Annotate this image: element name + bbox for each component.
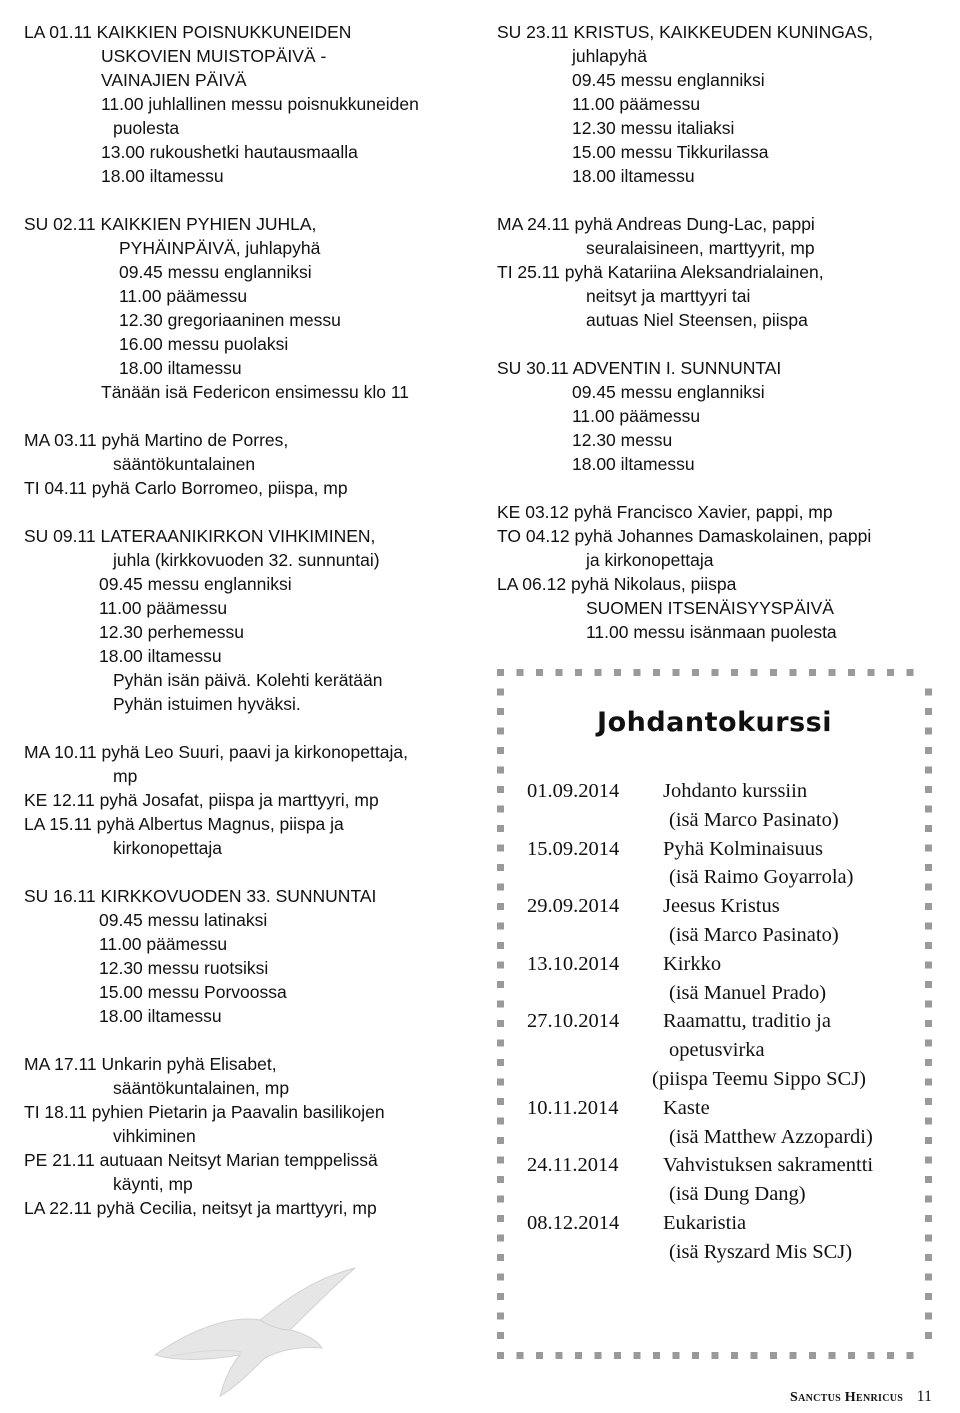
- line: TI 18.11 pyhien Pietarin ja Paavalin basilikojen: [24, 1102, 385, 1122]
- border-dot: [497, 884, 504, 891]
- border-dot: [497, 1313, 504, 1320]
- border-dot: [907, 1352, 914, 1359]
- course-presenter: (isä Manuel Prado): [669, 981, 827, 1004]
- border-dot: [497, 669, 504, 676]
- border-dot: [497, 1176, 504, 1183]
- border-dot: [925, 767, 932, 774]
- border-dot: [517, 669, 524, 676]
- border-dot: [925, 884, 932, 891]
- border-dot: [925, 825, 932, 832]
- line: juhla (kirkkovuoden 32. sunnuntai): [113, 550, 380, 570]
- line: 12.30 gregoriaaninen messu: [119, 310, 341, 330]
- line: 09.45 messu latinaksi: [99, 910, 268, 930]
- course-presenter: (isä Marco Pasinato): [669, 808, 839, 831]
- border-dot: [497, 1137, 504, 1144]
- border-dot: [497, 767, 504, 774]
- line: 18.00 iltamessu: [572, 166, 695, 186]
- border-dot: [925, 747, 932, 754]
- border-dot: [497, 1020, 504, 1027]
- line: 18.00 iltamessu: [101, 166, 224, 186]
- border-dot: [731, 1352, 738, 1359]
- border-dot: [925, 1254, 932, 1261]
- course-topic: Eukaristia: [663, 1211, 747, 1234]
- border-dot: [497, 806, 504, 813]
- line: 12.30 messu: [572, 430, 673, 450]
- border-dot: [497, 864, 504, 871]
- course-date: 13.10.2014: [527, 952, 620, 975]
- border-dot: [925, 1215, 932, 1222]
- border-dot: [712, 1352, 719, 1359]
- border-dot: [673, 669, 680, 676]
- border-dot: [575, 1352, 582, 1359]
- course-presenter: (isä Dung Dang): [669, 1183, 806, 1206]
- course-box: [497, 669, 932, 1359]
- border-dot: [925, 923, 932, 930]
- publication-name: Sanctus Henricus: [790, 1390, 904, 1405]
- border-dot: [925, 1001, 932, 1008]
- border-dot: [634, 669, 641, 676]
- course-entry: [527, 950, 922, 979]
- line: 11.00 päämessu: [99, 598, 228, 618]
- line: MA 17.11 Unkarin pyhä Elisabet,: [24, 1054, 277, 1074]
- border-dot: [497, 1059, 504, 1066]
- border-dot: [497, 1001, 504, 1008]
- line: 18.00 iltamessu: [99, 1006, 222, 1026]
- line: MA 10.11 pyhä Leo Suuri, paavi ja kirkonopettaja,: [24, 742, 408, 762]
- border-dot: [925, 1293, 932, 1300]
- line: vihkiminen: [113, 1126, 196, 1146]
- border-dot: [497, 923, 504, 930]
- border-dot: [497, 786, 504, 793]
- border-dot: [497, 962, 504, 969]
- dove-icon: [150, 1260, 360, 1400]
- border-dot: [925, 1332, 932, 1339]
- border-dot: [925, 1235, 932, 1242]
- border-dot: [731, 669, 738, 676]
- line: 11.00 päämessu: [572, 94, 701, 114]
- line: 11.00 päämessu: [119, 286, 248, 306]
- line: MA 24.11 pyhä Andreas Dung-Lac, pappi: [497, 214, 815, 234]
- border-dot: [925, 962, 932, 969]
- border-dot: [925, 1274, 932, 1281]
- border-dot: [595, 1352, 602, 1359]
- border-dot: [673, 1352, 680, 1359]
- border-dot: [848, 669, 855, 676]
- line: 11.00 juhlallinen messu poisnukkuneiden: [101, 94, 419, 114]
- border-dot: [925, 1313, 932, 1320]
- line: LA 06.12 pyhä Nikolaus, piispa: [497, 574, 737, 594]
- course-date: 08.12.2014: [527, 1211, 620, 1234]
- border-dot: [575, 669, 582, 676]
- course-presenter: (isä Matthew Azzopardi): [669, 1125, 873, 1148]
- border-dot: [770, 1352, 777, 1359]
- border-dot: [497, 825, 504, 832]
- border-dot: [925, 1059, 932, 1066]
- line: 09.45 messu englanniksi: [119, 262, 312, 282]
- course-presenter: (isä Raimo Goyarrola): [669, 866, 854, 889]
- line: LA 22.11 pyhä Cecilia, neitsyt ja marttyyri, mp: [24, 1198, 377, 1218]
- border-dot: [925, 689, 932, 696]
- border-dot: [829, 669, 836, 676]
- line: seuralaisineen, marttyyrit, mp: [586, 238, 815, 258]
- course-title: Johdantokurssi: [597, 707, 832, 738]
- border-dot: [925, 1098, 932, 1105]
- line: VAINAJIEN PÄIVÄ: [101, 70, 247, 90]
- border-dot: [925, 786, 932, 793]
- border-dot: [497, 903, 504, 910]
- course-topic: Kirkko: [663, 952, 722, 975]
- course-entry: [527, 1151, 922, 1180]
- line: mp: [113, 766, 138, 786]
- line: 11.00 messu isänmaan puolesta: [586, 622, 837, 642]
- border-dot: [595, 669, 602, 676]
- line: kirkonopettaja: [113, 838, 222, 858]
- border-dot: [536, 669, 543, 676]
- border-dot: [556, 669, 563, 676]
- course-entry: [527, 835, 922, 864]
- line: SU 23.11 KRISTUS, KAIKKEUDEN KUNINGAS,: [497, 22, 874, 42]
- border-dot: [925, 1196, 932, 1203]
- line: SU 30.11 ADVENTIN I. SUNNUNTAI: [497, 358, 782, 378]
- border-dot: [907, 669, 914, 676]
- border-dot: [497, 1274, 504, 1281]
- border-dot: [925, 903, 932, 910]
- border-dot: [790, 669, 797, 676]
- border-dot: [497, 1196, 504, 1203]
- page-number: 11: [916, 1388, 933, 1405]
- course-entry: [527, 777, 922, 806]
- line: TI 25.11 pyhä Katariina Aleksandrialainen,: [497, 262, 824, 282]
- border-dot: [925, 1118, 932, 1125]
- border-dot: [848, 1352, 855, 1359]
- course-topic: Vahvistuksen sakramentti: [663, 1154, 874, 1177]
- border-dot: [497, 1215, 504, 1222]
- line: SU 16.11 KIRKKOVUODEN 33. SUNNUNTAI: [24, 886, 377, 906]
- border-dot: [925, 806, 932, 813]
- border-dot: [751, 669, 758, 676]
- course-topic: Johdanto kurssiin: [663, 780, 808, 802]
- course-topic: Jeesus Kristus: [663, 895, 780, 918]
- border-dot: [692, 1352, 699, 1359]
- line: käynti, mp: [113, 1174, 193, 1194]
- border-dot: [497, 1040, 504, 1047]
- border-dot: [809, 1352, 816, 1359]
- border-dot: [497, 1293, 504, 1300]
- line: Pyhän istuimen hyväksi.: [113, 694, 301, 714]
- line: sääntökuntalainen, mp: [113, 1078, 290, 1098]
- line: 09.45 messu englanniksi: [572, 70, 765, 90]
- line: 16.00 messu puolaksi: [119, 334, 289, 354]
- course-topic-cont: opetusvirka: [669, 1039, 765, 1062]
- border-dot: [925, 1137, 932, 1144]
- border-dot: [497, 1118, 504, 1125]
- border-dot: [497, 845, 504, 852]
- border-dot: [887, 1352, 894, 1359]
- border-dot: [497, 1098, 504, 1105]
- course-date: 29.09.2014: [527, 895, 620, 918]
- line: SU 02.11 KAIKKIEN PYHIEN JUHLA,: [24, 214, 317, 234]
- border-dot: [634, 1352, 641, 1359]
- border-dot: [653, 1352, 660, 1359]
- course-entry: [527, 1094, 922, 1123]
- border-dot: [809, 669, 816, 676]
- line: 09.45 messu englanniksi: [99, 574, 292, 594]
- border-dot: [925, 1040, 932, 1047]
- line: KE 03.12 pyhä Francisco Xavier, pappi, mp: [497, 502, 833, 522]
- right-column: [497, 20, 942, 644]
- line: PYHÄINPÄIVÄ, juhlapyhä: [119, 238, 321, 258]
- border-dot: [868, 669, 875, 676]
- course-topic: Raamattu, traditio ja: [663, 1010, 831, 1033]
- border-dot: [497, 1332, 504, 1339]
- course-date: 10.11.2014: [527, 1096, 619, 1119]
- course-date: 27.10.2014: [527, 1010, 620, 1033]
- border-dot: [925, 1020, 932, 1027]
- line: 15.00 messu Porvoossa: [99, 982, 287, 1002]
- border-dot: [770, 669, 777, 676]
- border-dot: [925, 864, 932, 871]
- border-dot: [925, 942, 932, 949]
- line: neitsyt ja marttyyri tai: [586, 286, 751, 306]
- line: 11.00 päämessu: [572, 406, 701, 426]
- course-presenter: (isä Marco Pasinato): [669, 923, 839, 946]
- course-list: [527, 777, 922, 1267]
- border-dot: [614, 669, 621, 676]
- course-date: 15.09.2014: [527, 837, 620, 860]
- line: 18.00 iltamessu: [119, 358, 242, 378]
- line: Pyhän isän päivä. Kolehti kerätään: [113, 670, 383, 690]
- line: 12.30 messu ruotsiksi: [99, 958, 269, 978]
- border-dot: [497, 1235, 504, 1242]
- line: 15.00 messu Tikkurilassa: [572, 142, 769, 162]
- line: 09.45 messu englanniksi: [572, 382, 765, 402]
- line: 18.00 iltamessu: [99, 646, 222, 666]
- border-dot: [497, 689, 504, 696]
- border-dot: [751, 1352, 758, 1359]
- border-dot: [497, 942, 504, 949]
- line: LA 01.11 KAIKKIEN POISNUKKUNEIDEN: [24, 22, 352, 42]
- line: LA 15.11 pyhä Albertus Magnus, piispa ja: [24, 814, 344, 834]
- course-entry: [527, 892, 922, 921]
- border-dot: [614, 1352, 621, 1359]
- course-date: 01.09.2014: [527, 780, 620, 802]
- border-dot: [536, 1352, 543, 1359]
- course-presenter: (piispa Teemu Sippo SCJ): [652, 1067, 867, 1090]
- border-dot: [925, 1157, 932, 1164]
- border-dot: [868, 1352, 875, 1359]
- course-presenter: (isä Ryszard Mis SCJ): [669, 1240, 853, 1263]
- line: PE 21.11 autuaan Neitsyt Marian temppelissä: [24, 1150, 378, 1170]
- border-dot: [712, 669, 719, 676]
- line: autuas Niel Steensen, piispa: [586, 310, 808, 330]
- line: puolesta: [113, 118, 180, 138]
- page-footer: [790, 1388, 932, 1407]
- border-dot: [653, 669, 660, 676]
- border-dot: [497, 747, 504, 754]
- line: USKOVIEN MUISTOPÄIVÄ -: [101, 46, 327, 66]
- border-dot: [556, 1352, 563, 1359]
- line: juhlapyhä: [572, 46, 647, 66]
- line: sääntökuntalainen: [113, 454, 256, 474]
- border-dot: [497, 1352, 504, 1359]
- line: MA 03.11 pyhä Martino de Porres,: [24, 430, 289, 450]
- line: 13.00 rukoushetki hautausmaalla: [101, 142, 358, 162]
- border-dot: [517, 1352, 524, 1359]
- border-dot: [925, 1079, 932, 1086]
- border-dot: [790, 1352, 797, 1359]
- border-dot: [497, 1157, 504, 1164]
- border-dot: [692, 669, 699, 676]
- course-topic: Kaste: [663, 1096, 710, 1119]
- line: ja kirkonopettaja: [586, 550, 714, 570]
- border-dot: [829, 1352, 836, 1359]
- left-column: [24, 20, 484, 1220]
- line: TI 04.11 pyhä Carlo Borromeo, piispa, mp: [24, 478, 348, 498]
- course-entry: [527, 1209, 922, 1238]
- course-date: 24.11.2014: [527, 1154, 619, 1177]
- border-dot: [925, 1176, 932, 1183]
- course-entry: [527, 1007, 922, 1036]
- line: TO 04.12 pyhä Johannes Damaskolainen, pappi: [497, 526, 872, 546]
- line: 18.00 iltamessu: [572, 454, 695, 474]
- course-topic: Pyhä Kolminaisuus: [663, 837, 824, 860]
- line: 12.30 messu italiaksi: [572, 118, 735, 138]
- line: KE 12.11 pyhä Josafat, piispa ja marttyyri, mp: [24, 790, 379, 810]
- border-dot: [925, 845, 932, 852]
- line: SUOMEN ITSENÄISYYSPÄIVÄ: [586, 598, 834, 618]
- border-dot: [887, 669, 894, 676]
- line: 11.00 päämessu: [99, 934, 228, 954]
- line: Tänään isä Federicon ensimessu klo 11: [101, 382, 410, 402]
- line: 12.30 perhemessu: [99, 622, 244, 642]
- border-dot: [925, 981, 932, 988]
- border-dot: [497, 981, 504, 988]
- line: SU 09.11 LATERAANIKIRKON VIHKIMINEN,: [24, 526, 376, 546]
- border-dot: [497, 1254, 504, 1261]
- border-dot: [497, 1079, 504, 1086]
